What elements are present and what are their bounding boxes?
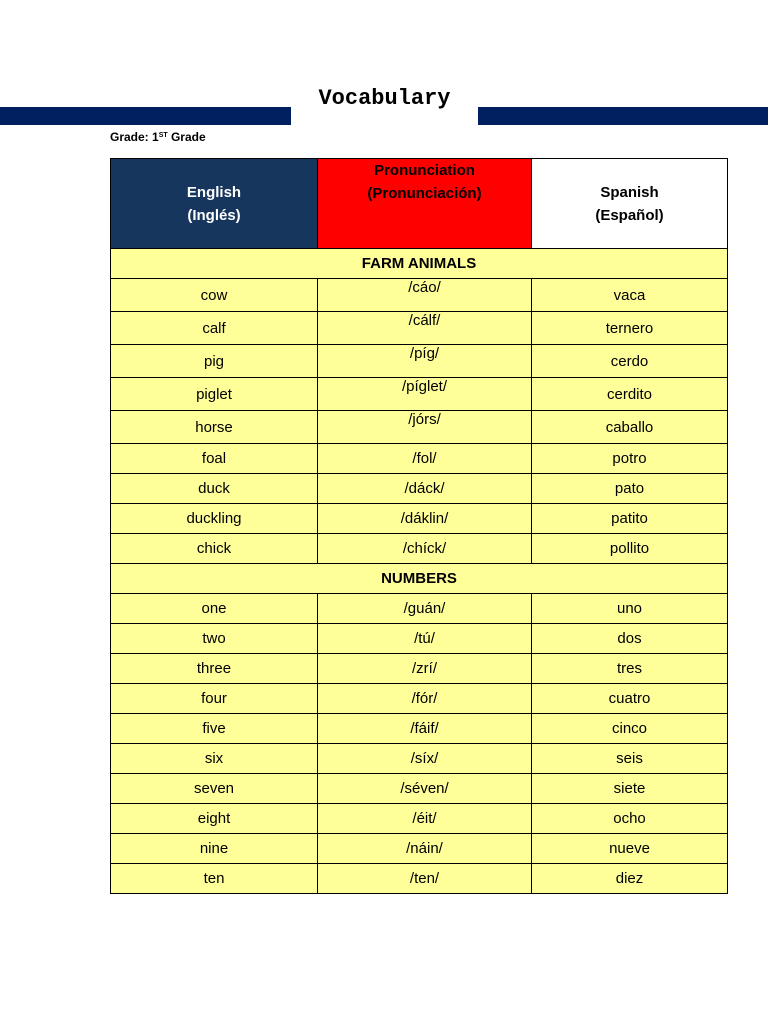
spanish-cell: siete [532,774,728,804]
table-row [111,345,728,378]
grade-ordinal: ST [158,132,168,139]
spanish-cell: patito [532,504,728,534]
table-row [111,279,728,312]
column-header-line2: (Inglés) [187,206,241,224]
table-row [111,714,728,744]
pronunciation-cell: /jórs/ [318,411,532,444]
pronunciation-cell: /síx/ [318,744,532,774]
table-row [111,411,728,444]
column-header-spanish [532,159,728,249]
spanish-cell: diez [532,864,728,894]
english-cell: nine [111,834,318,864]
section-title: NUMBERS [111,564,728,594]
table-row [111,594,728,624]
header-band-left [0,107,291,125]
pronunciation-cell: /dáklin/ [318,504,532,534]
vocabulary-table [110,158,728,894]
english-cell: ten [111,864,318,894]
english-cell: duck [111,474,318,504]
spanish-cell: nueve [532,834,728,864]
spanish-cell: cuatro [532,684,728,714]
pronunciation-cell: /chíck/ [318,534,532,564]
table-row [111,774,728,804]
table-row [111,744,728,774]
english-cell: cow [111,279,318,312]
english-cell: duckling [111,504,318,534]
column-header-line2: (Español) [595,206,664,224]
table-row [111,504,728,534]
table-row [111,804,728,834]
table-row [111,474,728,504]
spanish-cell: ternero [532,312,728,345]
pronunciation-cell: /dáck/ [318,474,532,504]
english-cell: eight [111,804,318,834]
section-title: FARM ANIMALS [111,249,728,279]
table-body [111,249,728,894]
english-cell: pig [111,345,318,378]
column-header-line1: Spanish [600,183,659,201]
pronunciation-cell: /píglet/ [318,378,532,411]
pronunciation-cell: /fáif/ [318,714,532,744]
spanish-cell: dos [532,624,728,654]
table-row [111,864,728,894]
pronunciation-cell: /éit/ [318,804,532,834]
table-row [111,684,728,714]
english-cell: four [111,684,318,714]
column-header-english [111,159,318,249]
spanish-cell: cerdito [532,378,728,411]
grade-label: Grade: 1 [110,130,159,144]
spanish-cell: caballo [532,411,728,444]
table-row [111,312,728,345]
english-cell: foal [111,444,318,474]
english-cell: five [111,714,318,744]
english-cell: one [111,594,318,624]
table-row [111,654,728,684]
spanish-cell: seis [532,744,728,774]
column-header-pronunciation [318,159,532,249]
table-row [111,834,728,864]
spanish-cell: cinco [532,714,728,744]
english-cell: seven [111,774,318,804]
spanish-cell: cerdo [532,345,728,378]
column-header-line1: English [186,183,242,201]
spanish-cell: potro [532,444,728,474]
spanish-cell: tres [532,654,728,684]
pronunciation-cell: /guán/ [318,594,532,624]
english-cell: piglet [111,378,318,411]
table-row [111,534,728,564]
grade-suffix: Grade [167,130,206,144]
spanish-cell: vaca [532,279,728,312]
pronunciation-cell: /tú/ [318,624,532,654]
header-band-right [478,107,768,125]
spanish-cell: pollito [532,534,728,564]
pronunciation-cell: /náin/ [318,834,532,864]
column-header-line1: Pronunciation [374,162,475,179]
english-cell: chick [111,534,318,564]
pronunciation-cell: /cáo/ [318,279,532,312]
pronunciation-cell: /ten/ [318,864,532,894]
spanish-cell: ocho [532,804,728,834]
english-cell: two [111,624,318,654]
english-cell: six [111,744,318,774]
pronunciation-cell: /fol/ [318,444,532,474]
spanish-cell: pato [532,474,728,504]
table-row [111,624,728,654]
pronunciation-cell: /cálf/ [318,312,532,345]
pronunciation-cell: /fór/ [318,684,532,714]
column-header-line2: (Pronunciación) [367,185,482,202]
english-cell: horse [111,411,318,444]
pronunciation-cell: /zrí/ [318,654,532,684]
english-cell: calf [111,312,318,345]
grade-line [110,129,206,145]
table-row [111,378,728,411]
section-header-row [111,564,728,594]
pronunciation-cell: /píg/ [318,345,532,378]
pronunciation-cell: /séven/ [318,774,532,804]
section-header-row [111,249,728,279]
english-cell: three [111,654,318,684]
table-row [111,444,728,474]
table-header-row [111,159,728,249]
page-title: Vocabulary [318,86,451,111]
spanish-cell: uno [532,594,728,624]
